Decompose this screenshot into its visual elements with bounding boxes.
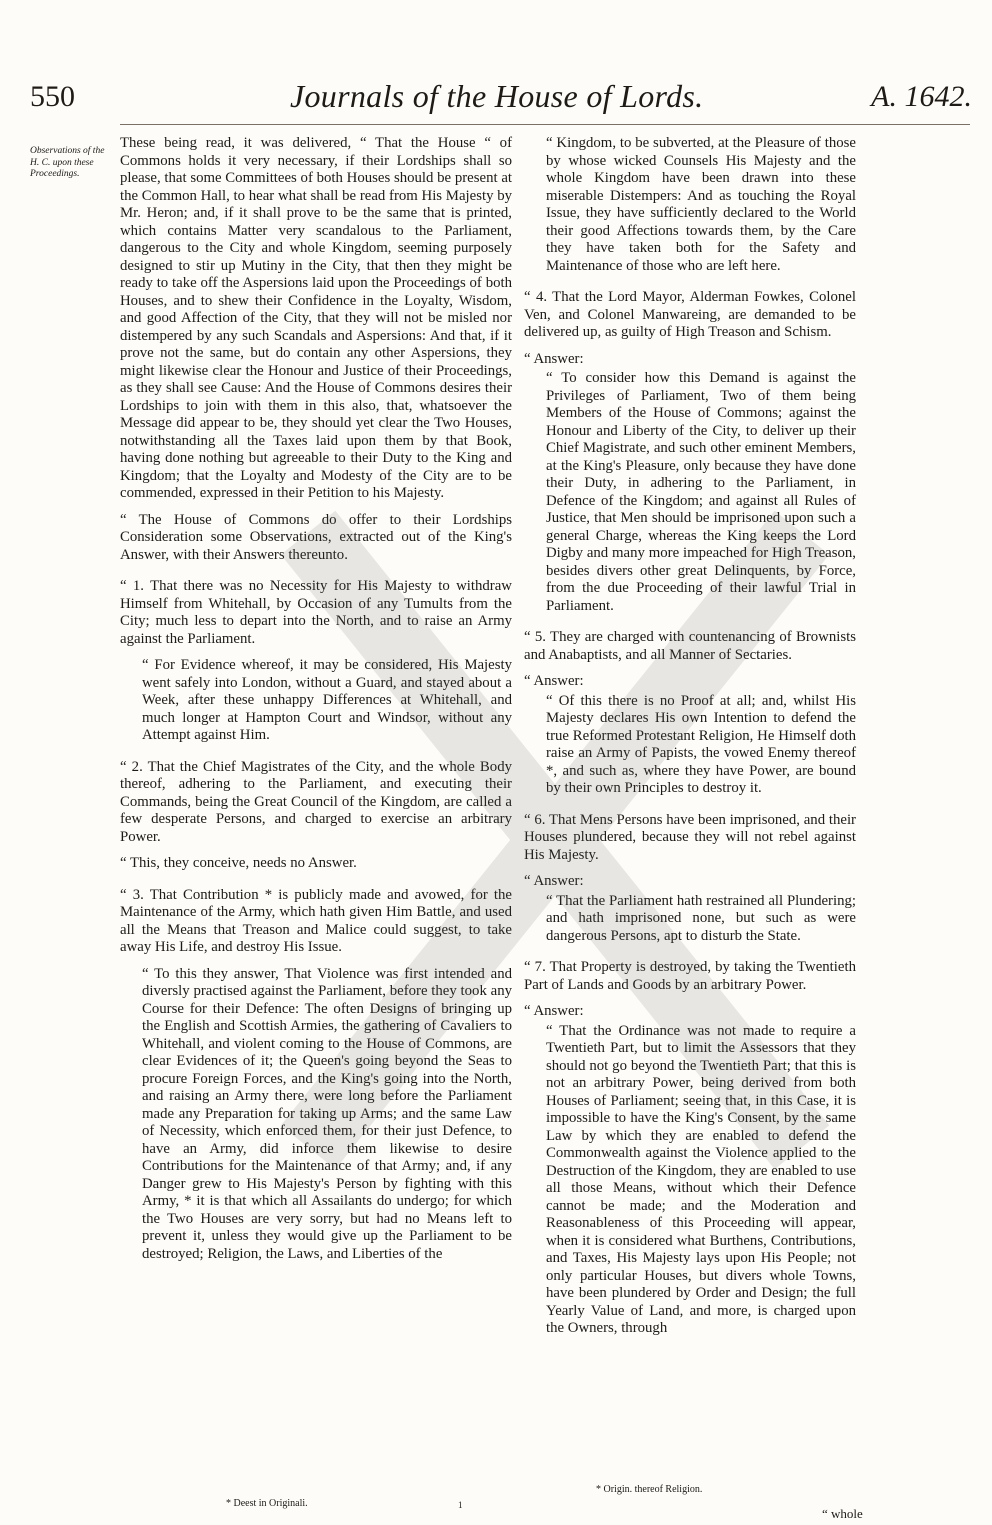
paragraph: “ To consider how this Demand is against the Privileges of Parliament, Two of them being Members of the House of Commons; against the Honour and Liberty of the City, to deliver up their Chief Magistrate, and such other eminent Members, at the King's Pleasure, only because they have done their Duty, in adhering to the Parliament, in Defence of the Kingdom; and against all Rules of Justice, that Men should be imprisoned upon such a general Charge, whereas the King keeps the Lord Digby and many more impeached for High Treason, besides divers other great Delinquents, by Force, from the due Proceeding of their lawful Trial in Parliament.	[546, 370, 856, 614]
answer-label: “ Answer:	[524, 873, 584, 889]
margin-note: Observations of the H. C. upon these Proceedings.	[30, 146, 105, 179]
paragraph: “ That the Parliament hath restrained all Plundering; and hath imprisoned none, but such as were dangerous Persons, apt to disturb the State.	[546, 892, 856, 944]
paragraph: “ This, they conceive, needs no Answer.	[120, 855, 357, 871]
paragraph: “ 7. That Property is destroyed, by taking the Twentieth Part of Lands and Goods by an arbitrary Power.	[524, 959, 856, 993]
paragraph: “ 3. That Contribution * is publicly made and avowed, for the Maintenance of the Army, which hath given Him Battle, and used all the Means that Treason and Malice could suggest, to take away His Life, and destroy His Issue.	[120, 886, 512, 955]
paragraph: “ The House of Commons do offer to their Lordships Consideration some Observations, extracted out of the King's Answer, with their Answers thereunto.	[120, 511, 512, 563]
running-title: Journals of the House of Lords.	[290, 78, 704, 114]
paragraph: “ 6. That Mens Persons have been imprisoned, and their Houses plundered, because they will not rebel against His Majesty.	[524, 811, 856, 863]
paragraph: “ 4. That the Lord Mayor, Alderman Fowkes, Colonel Ven, and Colonel Manwareing, are demanded to be delivered up, as guilty of High Treason and Schism.	[524, 289, 856, 340]
left-column	[120, 135, 512, 1272]
paragraph: “ Of this there is no Proof at all; and, whilst His Majesty declares His own Intention to defend the true Reformed Protestant Religion, He Himself doth raise an Army of Papists, the vowed Enemy thereof *, and such as, where they have Power, are bound by their own Principles to destroy it.	[546, 692, 856, 796]
catchword: “ whole	[822, 1506, 863, 1521]
paragraph: “ To this they answer, That Violence was first intended and diversly practised against the Parliament, before they took any Course for their Defence: The often Designs of bringing up the English and Scottish Armies, the gathering of Cavaliers to Whitehall, and violent coming to the House of Commons, are clear Evidences of it; the Queen's going beyond the Seas to procure Foreign Forces, and the King's going into the North, and raising an Army there, were long before the Parliament made any Preparation for taking up Arms; and the same Law of Necessity, which enforced them, for their just Defence, to have an Army, did inforce them likewise to desire Contributions for the Maintenance of that Army; and, if any Danger grew to His Majesty's Person by fighting with this Army, * it is that which all Assailants do undergo; for which the Two Houses are very sorry, but had no Means left to prevent it, unless they would give up the Parliament to be destroyed; Religion, the Laws, and Liberties of the	[142, 965, 512, 1262]
signature-mark: 1	[458, 1500, 463, 1510]
page-number: 550	[30, 80, 75, 113]
running-year: A. 1642.	[871, 80, 972, 113]
answer-label: “ Answer:	[524, 673, 584, 689]
paragraph: “ 2. That the Chief Magistrates of the City, and the whole Body thereof, adhering to the Parliament, and executing their Commands, being the Great Council of the Kingdom, are called a few desperate Persons, and charged to exercise an arbitrary Power.	[120, 758, 512, 845]
paragraph: “ For Evidence whereof, it may be considered, His Majesty went safely into London, without a Guard, and stayed about a Week, after these unhappy Differences at Whitehall, and much longer at Hampton Court and Windsor, without any Attempt against Him.	[142, 657, 512, 743]
footnote-right: * Origin. thereof Religion.	[596, 1484, 703, 1495]
paragraph: “ 1. That there was no Necessity for His Majesty to withdraw Himself from Whitehall, by Occasion of any Tumults from the City; much less to depart into the North, and to raise an Army against the Parliament.	[120, 578, 512, 647]
right-column	[524, 135, 856, 1347]
answer-label: “ Answer:	[524, 1003, 584, 1019]
paragraph: “ Kingdom, to be subverted, at the Pleasure of those by whose wicked Counsels His Majesty and the whole Kingdom have been drawn into these miserable Distempers: And as touching the Royal Issue, they have sufficiently declared to the World their good Affections towards them, by the Care they have taken both for the Safety and Maintenance of those who are left here.	[546, 135, 856, 274]
answer-label: “ Answer:	[524, 350, 584, 367]
paragraph: “ 5. They are charged with countenancing of Brownists and Anabaptists, and all Manner of Sectaries.	[524, 629, 856, 663]
paragraph: These being read, it was delivered, “ That the House “ of Commons holds it very necessary, if their Lordships shall so please, that some Committees of both Houses should be present at the Common Hall, to hear what shall be read from His Majesty by Mr. Heron; and, if it shall prove to be the same that is printed, which contains Matter very scandalous to the Parliament, dangerous to the City and whole Kingdom, seeming purposely designed to stir up Mutiny in the City, that then they might be ready to take off the Aspersions laid upon the Proceedings of both Houses, and to shew their Confidence in the Loyalty, Wisdom, and good Affection of the City, that they will not be misled nor distempered by any such Scandals and Aspersions: And that, if it prove not the same, but do contain any other Aspersions, they might likewise clear the Honour and Justice of their Proceedings, as they shall see Cause: And the House of Commons desires their Lordships to join with them in this also, that, whatsoever the Message did appear to be, they should yet clear the Two Houses, notwithstanding all the Taxes laid upon them by that Book, having done nothing but agreeable to their Duty to the King and Kingdom; that the Loyalty and Modesty of the City are to be commended, expressed in their Petition to his Majesty.	[120, 135, 512, 501]
header-rule	[120, 124, 970, 125]
footnote-left: * Deest in Originali.	[226, 1498, 308, 1509]
paragraph: “ That the Ordinance was not made to require a Twentieth Part, but to limit the Assessors that they should not go beyond the Twentieth Part; that this is not an arbitrary Power, being derived from both Houses of Parliament; seeing that, in this Case, it is impossible to have the King's Consent, by the same Law by which they are enabled to defend the Commonwealth against the Violence applied to the Destruction of the Kingdom, they are enabled to use all those Means, without which their Defence cannot be made; and the Moderation and Reasonableness of this Proceeding will appear, when it is considered what Burthens, Contributions, and Taxes, His Majesty lays upon His People; not only particular Houses, but divers whole Towns, have been plundered by Order and Design; the full Yearly Value of Land, and more, is charged upon the Owners, through	[546, 1022, 856, 1336]
